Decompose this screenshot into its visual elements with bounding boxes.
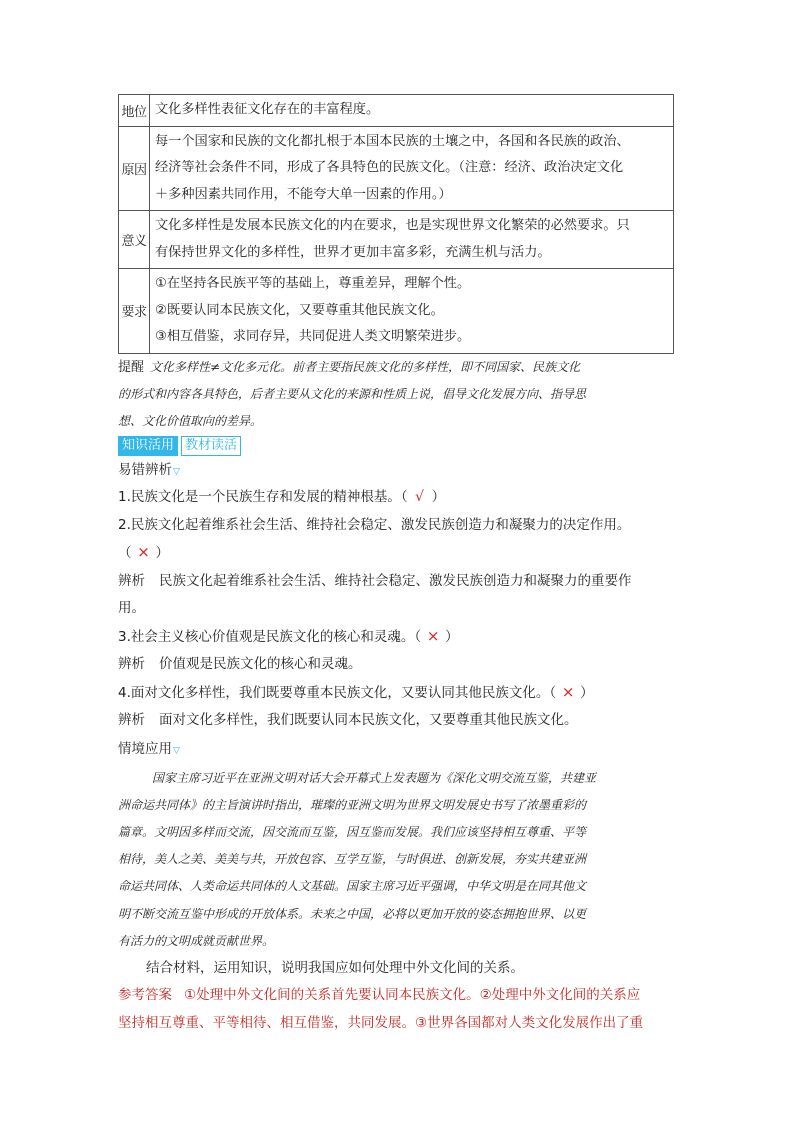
analysis-label: 辨析 (118, 572, 145, 589)
row-label: 要求 (119, 269, 150, 354)
section-title-scenario (118, 737, 674, 763)
question-1 (118, 484, 674, 512)
analysis-label: 辨析 (118, 712, 145, 728)
section-title-text: 易错辨析 (118, 462, 172, 478)
material-line: 篇章。文明因多样而交流，因交流而互鉴，因互鉴而发展。我们应该坚持相互尊重、平等 (118, 824, 587, 839)
analysis-text: 用。 (118, 600, 145, 616)
text-line: 经济等社会条件不同，形成了各具特色的民族文化。（注意：经济、政治决定文化 (155, 160, 624, 175)
tip-line: 的形式和内容各具特色，后者主要从文化的来源和性质上说，倡导文化发展方向、指导思 (118, 387, 587, 401)
tag-textbook-reading: 教材读活 (181, 436, 241, 456)
answer-line: 坚持相互尊重、平等相待、相互借鉴，共同发展。③世界各国都对人类文化发展作出了重 (118, 1014, 644, 1031)
paren-close: ） (445, 628, 459, 645)
answer-label: 参考答案 (118, 987, 172, 1004)
material-line: 有活力的文明成就贡献世界。 (118, 933, 275, 948)
tip-note (118, 354, 674, 435)
analysis-text: 面对文化多样性，我们既要认同本民族文化，又要尊重其他民族文化。 (159, 712, 578, 728)
table-row-meaning (119, 211, 674, 269)
analysis-text: 价值观是民族文化的核心和灵魂。 (159, 656, 362, 672)
text-line: ②既要认同本民族文化，又要尊重其他民族文化。 (155, 302, 444, 318)
paren-close: ） (431, 489, 446, 505)
text-line: ③相互借鉴，求同存异，共同促进人类文明繁荣进步。 (155, 329, 471, 344)
material-line: 命运共同体、人类命运共同体的人文基础。国家主席习近平强调，中华文明是在同其他文 (118, 879, 587, 894)
cross-mark-icon: × (426, 626, 440, 645)
tag-knowledge-use: 知识活用 (118, 436, 178, 456)
text-line: ①在坚持各民族平等的基础上，尊重差异，理解个性。 (155, 276, 471, 291)
material-line: 明不断交流互鉴中形成的开放体系。未来之中国，必将以更加开放的姿态拥抱世界、以更 (118, 906, 587, 921)
text-line: ＋多种因素共同作用，不能夸大单一因素的作用。） (155, 186, 452, 202)
analysis-2-cont (118, 595, 674, 623)
paren-close: ） (155, 545, 169, 561)
paren-open: （ (118, 545, 132, 561)
tip-line: 想、文化价值取向的差异。 (118, 413, 263, 428)
material-line: 相待，美人之美、美美与共，开放包容、互学互鉴，与时俱进、创新发展，夯实共建亚洲 (118, 852, 587, 867)
question-text: 3.社会主义核心价值观是民族文化的核心和灵魂。（ (118, 628, 422, 645)
analysis-text: 民族文化起着维系社会生活、维持社会稳定、激发民族创造力和凝聚力的重要作 (159, 572, 632, 589)
analysis-2 (118, 568, 674, 596)
question-text: 4.面对文化多样性，我们既要尊重本民族文化，又要认同其他民族文化。（ (118, 684, 557, 701)
tip-label: 提醒 (118, 359, 145, 375)
question-3 (118, 623, 674, 652)
scenario-question: 结合材料，运用知识，说明我国应如何处理中外文化间的关系。 (146, 959, 524, 976)
material-line: 洲命运共同体》的主旨演讲时指出，璀璨的亚洲文明为世界文明发展史书写了浓墨重彩的 (118, 797, 587, 812)
paren-close: ） (580, 684, 594, 701)
table-row-requirement (119, 269, 674, 354)
text-line: 文化多样性表征文化存在的丰富程度。 (155, 102, 380, 117)
question-4 (118, 679, 674, 708)
reference-answer (118, 982, 674, 1037)
analysis-3 (118, 651, 674, 679)
question-2-answer-mark (118, 539, 674, 568)
check-mark-icon: √ (415, 489, 425, 505)
question-text: 2.民族文化起着维系社会生活、维持社会稳定、激发民族创造力和凝聚力的决定作用。 (118, 516, 631, 533)
table-row-status (119, 95, 674, 127)
document-page (118, 94, 674, 1037)
section-title-text: 情境应用 (118, 740, 172, 757)
row-content (150, 95, 674, 127)
question-2 (118, 512, 674, 540)
triangle-down-icon: ▽ (173, 467, 180, 477)
analysis-label: 辨析 (118, 656, 145, 672)
culture-diversity-table (118, 94, 674, 354)
triangle-down-icon: ▽ (173, 745, 180, 756)
row-content (150, 211, 674, 269)
cross-mark-icon: × (561, 682, 575, 701)
text-line: 每一个国家和民族的文化都扎根于本国本民族的土壤之中，各国和各民族的政治、 (155, 133, 630, 149)
scenario-material (118, 765, 674, 955)
row-content (150, 269, 674, 354)
section-title-error-analysis (118, 458, 674, 484)
row-label: 原因 (119, 126, 150, 211)
analysis-4 (118, 707, 674, 735)
cross-mark-icon: × (137, 543, 150, 561)
tip-line (118, 354, 674, 382)
answer-text: ①处理中外文化间的关系首先要认同本民族文化。②处理中外文化间的关系应 (184, 987, 641, 1004)
text-line: 文化多样性是发展本民族文化的内在要求，也是实现世界文化繁荣的必然要求。只 (155, 218, 630, 233)
tip-text: 文化多样性≠文化多元化。前者主要指民族文化的多样性，即不同国家、民族文化 (150, 359, 581, 374)
row-label: 地位 (119, 95, 150, 127)
material-line: 国家主席习近平在亚洲文明对话大会开幕式上发表题为《深化文明交流互鉴，共建亚 (152, 770, 597, 785)
row-label: 意义 (119, 211, 150, 269)
row-content (150, 126, 674, 211)
answer-line (118, 982, 674, 1010)
section-tags (118, 436, 674, 456)
question-text: 1.民族文化是一个民族生存和发展的精神根基。（ (118, 489, 408, 505)
text-line: 有保持世界文化的多样性，世界才更加丰富多彩，充满生机与活力。 (155, 244, 551, 260)
table-row-reason (119, 126, 674, 211)
